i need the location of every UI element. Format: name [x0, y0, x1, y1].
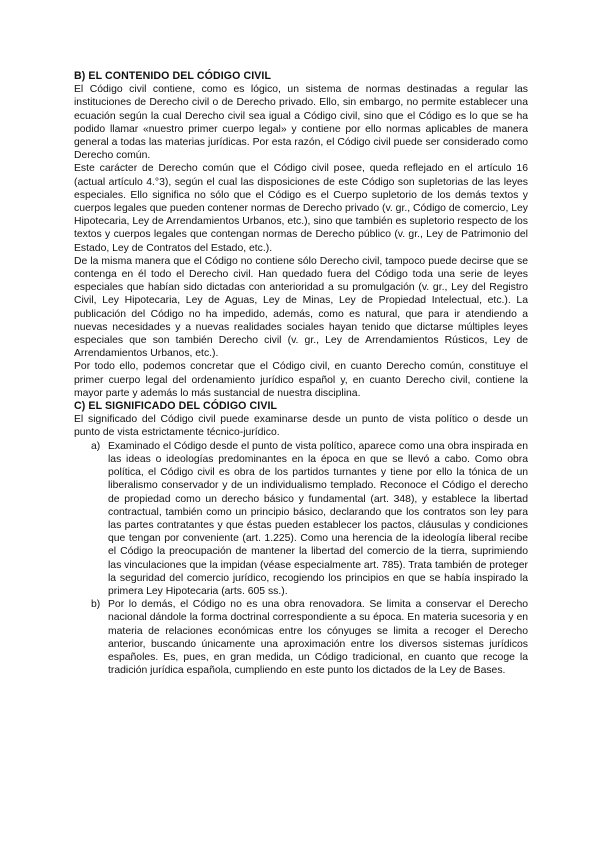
section-b-paragraph: Por todo ello, podemos concretar que el Código civil, en cuanto Derecho común, constituye el primer cuerpo legal del ordenamiento jurídico español y, en cuanto Derecho civil, contiene la mayor parte y además lo más sustancial de nuestra disciplina.: [74, 361, 528, 399]
list-item: [74, 440, 528, 598]
document-page: [74, 70, 528, 677]
section-c-heading: C) EL SIGNIFICADO DEL CÓDIGO CIVIL: [74, 400, 278, 413]
section-b-paragraph: El Código civil contiene, como es lógico, un sistema de normas destinadas a regular las instituciones de Derecho civil o de Derecho privado. Ello, sin embargo, no permite establecer una ecuación según la cual Derecho civil sea igual a Código civil, sino que el Código es lo que se ha podido llamar «nuestro primer cuerpo legal» y contiene por ello normas aplicables de manera general a todas las materias jurídicas. Por esta razón, el Código civil puede ser considerado como Derecho común.: [74, 84, 528, 162]
section-c-intro: El significado del Código civil puede examinarse desde un punto de vista político o desde un punto de vista estrictamente técnico-jurídico.: [74, 414, 528, 439]
section-b-paragraph: De la misma manera que el Código no contiene sólo Derecho civil, tampoco puede decirse que se contenga en él todo el Derecho civil. Han quedado fuera del Código toda una serie de leyes especiales que habían sido dictadas con anterioridad a su promulgación (v. gr., Ley del Registro Civil, Ley Hipotecaria, Ley de Aguas, Ley de Minas, Ley de Propiedad Intelectual, etc.). La publicación del Código no ha impedido, además, como es natural, que para ir atendiendo a nuevas necesidades y a nuevas realidades sociales hayan tenido que dictarse múltiples leyes especiales que son también Derecho civil (v. gr., Ley de Arrendamientos Rústicos, Ley de Arrendamientos Urbanos, etc.).: [74, 255, 528, 360]
section-b-heading: B) EL CONTENIDO DEL CÓDIGO CIVIL: [74, 70, 272, 82]
list-item-text: Por lo demás, el Código no es una obra renovadora. Se limita a conservar el Derecho nacional dándole la forma doctrinal correspondiente a su época. En materia sucesoria y en materia de relaciones económicas entre los cónyuges se limita a recoger el Derecho anterior, buscando únicamente una aproximación entre los diversos sistemas jurídicos españoles. Es, pues, en gran medida, un Código tradicional, en cuanto que recoge la tradición jurídica española, cumpliendo en este punto los dictados de la Ley de Bases.: [108, 599, 528, 677]
section-b-paragraph: Este carácter de Derecho común que el Código civil posee, queda reflejado en el artículo 16 (actual artículo 4.°3), según el cual las disposiciones de este Código son supletorias de las leyes especiales. Ello significa no sólo que el Código es el Cuerpo supletorio de los demás textos y cuerpos legales que pueden contener normas de Derecho privado (v. gr., Código de comercio, Ley Hipotecaria, Ley de Arrendamientos Urbanos, etc.), sino que también es supletorio respecto de los textos y cuerpos legales que contengan normas de Derecho público (v. gr., Ley de Patrimonio del Estado, Ley de Contratos del Estado, etc.).: [74, 163, 528, 254]
list-marker: b): [91, 599, 101, 611]
section-c-list: [74, 440, 528, 678]
list-item-text: Examinado el Código desde el punto de vista político, aparece como una obra inspirada en las ideas o ideologías predominantes en la época en que se llevó a cabo. Como obra política, el Código civil es obra de los partidos turnantes y tiene por ello la tónica de un liberalismo conservador y de un individualismo templado. Reconoce el Código el derecho de propiedad como un derecho básico y fundamental (art. 348), y establece la libertad contractual, también como un principio básico, declarando que los contratos son ley para las partes contratantes y que éstas pueden establecer los pactos, cláusulas y condiciones que tengan por conveniente (art. 1.225). Como una herencia de la ideología liberal recibe el Código la preocupación de mantener la libertad del comercio de la tierra, suprimiendo las vinculaciones que la impidan (véase especialmente art. 785). Trata también de proteger la seguridad del comercio jurídico, recogiendo los principios en que se había inspirado la primera Ley Hipotecaria (arts. 605 ss.).: [108, 440, 528, 597]
list-item: [74, 598, 528, 677]
list-marker: a): [91, 440, 101, 452]
